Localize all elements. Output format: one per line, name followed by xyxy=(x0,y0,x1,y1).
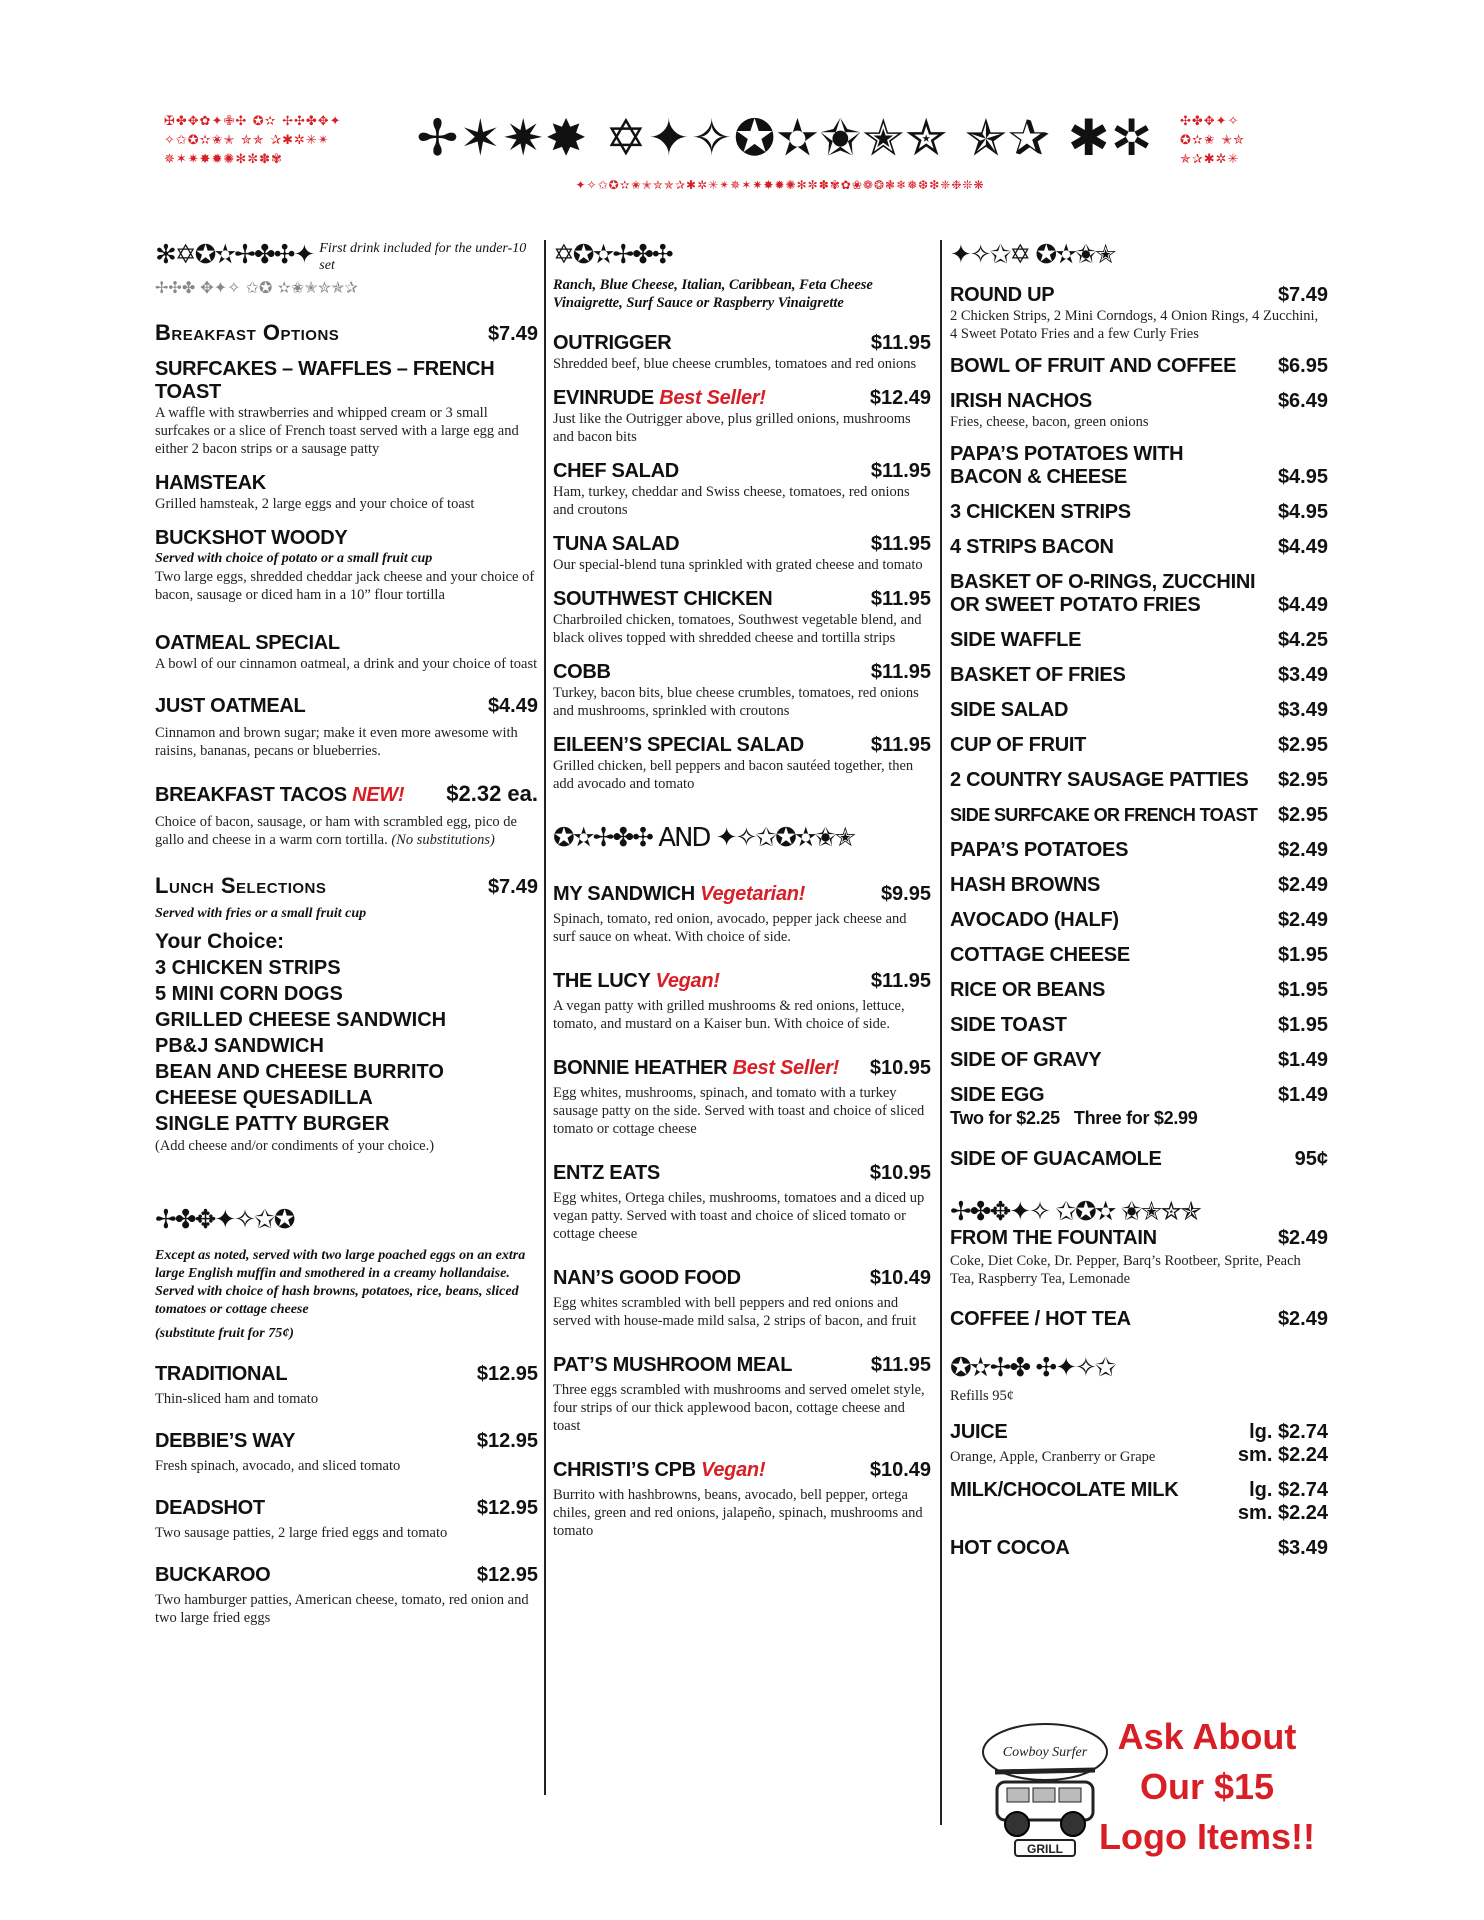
menu-item xyxy=(155,632,538,673)
price: $12.95 xyxy=(476,1564,538,1586)
item-name: BONNIE HEATHER Best Seller! xyxy=(553,1057,840,1079)
price: $2.49 xyxy=(1277,1227,1328,1249)
price-small: sm. $2.24 xyxy=(1237,1444,1328,1466)
price: $11.95 xyxy=(870,460,931,482)
item-name: BREAKFAST TACOS NEW! xyxy=(155,784,405,806)
price: $2.95 xyxy=(1277,769,1328,791)
benedict-note: Except as noted, served with two large poached eggs on an extra large English muffin and smothered in a creamy hollandaise. Served with choice of hash browns, potatoes, rice, beans, sliced tomatoes or cottage cheese xyxy=(155,1248,526,1317)
price: $7.49 xyxy=(1277,284,1328,306)
item-name: CUP OF FRUIT xyxy=(950,734,1087,756)
lunch-note: Served with fries or a small fruit cup xyxy=(155,906,367,921)
item-desc: A waffle with strawberries and whipped cream or 3 small surfcakes or a slice of French toast served with a large egg and either 2 bacon strips or a sausage patty xyxy=(155,405,519,457)
item-name: SIDE EGG xyxy=(950,1084,1045,1106)
price: $1.49 xyxy=(1277,1084,1328,1106)
price: $4.95 xyxy=(1277,466,1328,488)
price: $4.49 xyxy=(1277,536,1328,558)
price: $10.95 xyxy=(869,1162,931,1184)
vegetarian-badge: Vegetarian! xyxy=(700,883,806,905)
menu-item xyxy=(553,332,931,373)
price: $11.95 xyxy=(870,1354,931,1376)
menu-item xyxy=(553,661,931,720)
price: $2.95 xyxy=(1277,734,1328,756)
dressings-note: Ranch, Blue Cheese, Italian, Caribbean, Feta Cheese Vinaigrette, Surf Sauce or Raspberry Vinaigrette xyxy=(553,277,873,311)
price-small: sm. $2.24 xyxy=(1237,1502,1328,1524)
price: $12.95 xyxy=(476,1430,538,1452)
price: $7.49 xyxy=(487,876,538,898)
item-desc: Fries, cheese, bacon, green onions xyxy=(950,414,1149,430)
column-sides xyxy=(950,240,1328,1572)
item-name: SIDE WAFFLE xyxy=(950,629,1082,651)
svg-text:GRILL: GRILL xyxy=(1027,1842,1063,1856)
item-name: SIDE OF GUACAMOLE xyxy=(950,1148,1162,1170)
menu-item xyxy=(950,355,1328,378)
price: $9.95 xyxy=(880,883,931,905)
item-name: SURFCAKES – WAFFLES – FRENCH TOAST xyxy=(155,358,495,403)
price: $1.95 xyxy=(1277,1014,1328,1036)
item-name: SIDE SALAD xyxy=(950,699,1069,721)
item-name: MY SANDWICH Vegetarian! xyxy=(553,883,806,905)
juice-heading-decor: ✪✫✢✤ ✣✦✧✩ xyxy=(950,1353,1115,1383)
price: $10.49 xyxy=(869,1267,931,1289)
column-divider xyxy=(940,240,942,1825)
item-name: ROUND UP xyxy=(950,284,1055,306)
menu-item xyxy=(553,1057,931,1138)
menu-item xyxy=(553,734,931,793)
list-item: GRILLED CHEESE SANDWICH xyxy=(155,1009,447,1031)
item-desc: Grilled hamsteak, 2 large eggs and your choice of toast xyxy=(155,496,475,512)
item-name: BOWL OF FRUIT AND COFFEE xyxy=(950,355,1237,377)
lunch-choices xyxy=(155,955,538,1137)
price: $12.49 xyxy=(869,387,931,409)
price: $1.49 xyxy=(1277,1049,1328,1071)
menu-item xyxy=(553,883,931,946)
menu-item xyxy=(950,390,1328,431)
item-desc: Spinach, tomato, red onion, avocado, pepper jack cheese and surf sauce on wheat. With choice of side. xyxy=(553,911,907,945)
item-name: 4 STRIPS BACON xyxy=(950,536,1114,558)
column-salads xyxy=(553,240,931,1554)
price: $11.95 xyxy=(870,332,931,354)
item-name: MILK/CHOCOLATE MILK xyxy=(950,1479,1179,1501)
menu-item xyxy=(950,284,1328,343)
item-desc: Two sausage patties, 2 large fried eggs and tomato xyxy=(155,1525,448,1541)
menu-item xyxy=(553,1354,931,1435)
item-name: HAMSTEAK xyxy=(155,472,266,494)
menu-item xyxy=(950,839,1328,862)
kids-heading-note: First drink included for the under-10 set xyxy=(319,241,527,273)
menu-item xyxy=(553,533,931,574)
item-name: NAN’S GOOD FOOD xyxy=(553,1267,741,1289)
menu-item xyxy=(950,874,1328,897)
benedict-heading-decor: ✢✤✥✦✧✩✪ xyxy=(155,1205,294,1235)
menu-item xyxy=(553,1162,931,1243)
sides-heading-decor: ✦✧✩✡ ✪✫✬✭ xyxy=(950,240,1115,270)
item-name: OATMEAL SPECIAL xyxy=(155,632,340,654)
kids-subheading-decor: ✢✣✤ ✥✦✧ ✩✪ ✫✬✭✮✯✰ xyxy=(155,278,358,297)
menu-item xyxy=(950,979,1328,1002)
item-name: JUICE xyxy=(950,1421,1008,1443)
menu-item xyxy=(553,1459,931,1540)
item-desc: Cinnamon and brown sugar; make it even more awesome with raisins, bananas, pecans or blueberries. xyxy=(155,725,518,759)
price: $10.95 xyxy=(869,1057,931,1079)
menu-item xyxy=(950,1014,1328,1037)
item-name: COFFEE / HOT TEA xyxy=(950,1308,1131,1330)
price: $12.95 xyxy=(476,1497,538,1519)
header-title-decor: ✢✶✷✸ ✡✦✧✪✫✬✭✮ ✯✰ ✱✲ xyxy=(416,109,1154,167)
item-name: SOUTHWEST CHICKEN xyxy=(553,588,773,610)
new-badge: NEW! xyxy=(352,784,405,806)
header-right-decor: ✣✤✥✦✧ ✪✫✬ ✭✮ ✯✰✱✲✳ xyxy=(1180,114,1245,167)
section-title: Breakfast Options xyxy=(155,320,340,345)
item-name: PAPA’S POTATOES xyxy=(950,839,1129,861)
price: $6.95 xyxy=(1277,355,1328,377)
price: $2.49 xyxy=(1277,874,1328,896)
section-title: Lunch Selections xyxy=(155,873,327,898)
item-name: SIDE TOAST xyxy=(950,1014,1067,1036)
item-name: SIDE SURFCAKE OR FRENCH TOAST xyxy=(950,805,1258,825)
item-name: EILEEN’S SPECIAL SALAD xyxy=(553,734,804,756)
menu-item xyxy=(950,571,1328,617)
kids-heading-decor: ✻✡✪✫✢✤✣✦ xyxy=(155,240,314,270)
item-desc: Just like the Outrigger above, plus grilled onions, mushrooms and bacon bits xyxy=(553,411,911,445)
menu-item xyxy=(950,1308,1328,1331)
logo-items-promo: Ask About Our $15 Logo Items!! xyxy=(1099,1716,1315,1857)
menu-item xyxy=(950,1227,1328,1288)
item-name: CHRISTI’S CPB Vegan! xyxy=(553,1459,766,1481)
menu-item xyxy=(155,358,538,458)
item-name: HOT COCOA xyxy=(950,1537,1070,1559)
item-name: CHEF SALAD xyxy=(553,460,679,482)
price: $12.95 xyxy=(476,1363,538,1385)
item-name: BUCKSHOT WOODY xyxy=(155,527,348,549)
menu-item xyxy=(950,699,1328,722)
price: $11.95 xyxy=(870,970,931,992)
price: $2.32 ea. xyxy=(446,781,538,806)
lunch-choice-heading: Your Choice: xyxy=(155,930,285,953)
price: $7.49 xyxy=(487,323,538,345)
item-name: IRISH NACHOS xyxy=(950,390,1092,412)
menu-item xyxy=(950,909,1328,932)
price: $4.49 xyxy=(1277,594,1328,616)
lunch-selections-heading xyxy=(155,873,538,899)
list-item: 5 MINI CORN DOGS xyxy=(155,983,343,1005)
menu-item xyxy=(155,1363,538,1408)
best-seller-badge: Best Seller! xyxy=(659,387,766,409)
price: $3.49 xyxy=(1277,664,1328,686)
item-desc: Two large eggs, shredded cheddar jack cheese and your choice of bacon, sausage or diced ham in a 10” flour tortilla xyxy=(155,569,535,603)
price: $4.49 xyxy=(487,695,538,717)
benedict-sub-note: (substitute fruit for 75¢) xyxy=(155,1326,294,1341)
price: $2.95 xyxy=(1277,804,1328,826)
menu-item xyxy=(950,1421,1328,1467)
item-name: ENTZ EATS xyxy=(553,1162,660,1184)
item-name: AVOCADO (HALF) xyxy=(950,909,1119,931)
menu-item xyxy=(950,769,1328,792)
item-name: DEADSHOT xyxy=(155,1497,265,1519)
item-desc: Ham, turkey, cheddar and Swiss cheese, tomatoes, red onions and croutons xyxy=(553,484,910,518)
menu-item xyxy=(155,695,538,760)
menu-item xyxy=(553,460,931,519)
item-name: TRADITIONAL xyxy=(155,1363,288,1385)
item-name: 3 CHICKEN STRIPS xyxy=(950,501,1131,523)
item-desc: Orange, Apple, Cranberry or Grape xyxy=(950,1449,1156,1465)
item-name: HASH BROWNS xyxy=(950,874,1101,896)
price-large: lg. $2.74 xyxy=(1249,1479,1328,1501)
price: $11.95 xyxy=(870,734,931,756)
refills-note: Refills 95¢ xyxy=(950,1388,1015,1404)
breakfast-options-heading xyxy=(155,320,538,346)
item-name: DEBBIE’S WAY xyxy=(155,1430,296,1452)
menu-item xyxy=(950,804,1328,827)
item-desc: A vegan patty with grilled mushrooms & red onions, lettuce, tomato, and mustard on a Kaiser bun. With choice of side. xyxy=(553,998,905,1032)
best-seller-badge: Best Seller! xyxy=(732,1057,840,1079)
header-left-decor: ✠✤✥✿✦✙✣ ✪✫ ✢✣✤✥✦ ✧✩✪✫✬✭ ✮✯ ✰✱✲✳✴ ✵✶✷✸✹✺✻✼✽✾ xyxy=(164,114,342,167)
item-name: EVINRUDE Best Seller! xyxy=(553,387,766,409)
menu-item xyxy=(950,1084,1328,1130)
menu-item xyxy=(950,1537,1328,1560)
item-name: SIDE OF GRAVY xyxy=(950,1049,1102,1071)
item-desc: Our special-blend tuna sprinkled with grated cheese and tomato xyxy=(553,557,923,573)
vegan-badge: Vegan! xyxy=(655,970,720,992)
healthy-heading-decor: ✪✫✢✤✣ AND ✦✧✩✪✫✬✭ xyxy=(553,823,855,853)
item-desc: Thin-sliced ham and tomato xyxy=(155,1391,319,1407)
item-desc: Two hamburger patties, American cheese, tomato, red onion and two large fried eggs xyxy=(155,1592,529,1626)
list-item: SINGLE PATTY BURGER xyxy=(155,1113,390,1135)
price: $2.49 xyxy=(1277,1308,1328,1330)
column-divider xyxy=(544,240,546,1795)
item-sub-price: Two for $2.25 Three for $2.99 xyxy=(950,1108,1198,1128)
item-name: RICE OR BEANS xyxy=(950,979,1106,1001)
menu-item xyxy=(950,1479,1328,1525)
svg-text:Cowboy Surfer: Cowboy Surfer xyxy=(1002,1745,1088,1760)
item-desc: Egg whites scrambled with bell peppers and red onions and served with house-made mild salsa, 2 strips of bacon, and fruit xyxy=(553,1295,917,1329)
menu-item xyxy=(155,1497,538,1542)
menu-header xyxy=(150,108,1350,198)
price: $10.49 xyxy=(869,1459,931,1481)
menu-item xyxy=(553,588,931,647)
price: 95¢ xyxy=(1294,1148,1328,1170)
item-name: BUCKAROO xyxy=(155,1564,271,1586)
item-desc: Choice of bacon, sausage, or ham with scrambled egg, pico de gallo and cheese in a warm corn tortilla. (No substitutions) xyxy=(155,814,517,848)
price-large: lg. $2.74 xyxy=(1249,1421,1328,1443)
menu-item xyxy=(950,443,1328,489)
price: $2.49 xyxy=(1277,909,1328,931)
menu-item xyxy=(950,1148,1328,1171)
price: $11.95 xyxy=(870,588,931,610)
price: $3.49 xyxy=(1277,1537,1328,1559)
menu-item xyxy=(950,734,1328,757)
item-name: FROM THE FOUNTAIN xyxy=(950,1227,1157,1249)
item-desc: Grilled chicken, bell peppers and bacon sautéed together, then add avocado and tomato xyxy=(553,758,914,792)
price: $2.49 xyxy=(1277,839,1328,861)
item-name: PAT’S MUSHROOM MEAL xyxy=(553,1354,793,1376)
item-name: JUST OATMEAL xyxy=(155,695,306,717)
item-desc: Turkey, bacon bits, blue cheese crumbles, tomatoes, red onions and mushrooms, sprinkled with croutons xyxy=(553,685,919,719)
item-desc: Three eggs scrambled with mushrooms and served omelet style, four strips of our thick applewood bacon, cottage cheese and toast xyxy=(553,1382,925,1434)
item-desc: Coke, Diet Coke, Dr. Pepper, Barq’s Rootbeer, Sprite, Peach Tea, Raspberry Tea, Lemonade xyxy=(950,1253,1301,1287)
menu-item xyxy=(553,970,931,1033)
drinks-heading-decor: ✢✤✥✦✧ ✩✪✫ ✬✭✮✯ xyxy=(950,1197,1200,1227)
item-desc: 2 Chicken Strips, 2 Mini Corndogs, 4 Onion Rings, 4 Zucchini, 4 Sweet Potato Fries and a few Curly Fries xyxy=(950,308,1319,342)
list-item: BEAN AND CHEESE BURRITO xyxy=(155,1061,444,1083)
menu-item xyxy=(553,1267,931,1330)
item-desc: Charbroiled chicken, tomatoes, Southwest vegetable blend, and black olives topped with shredded cheese and tortilla strips xyxy=(553,612,922,646)
item-desc: Shredded beef, blue cheese crumbles, tomatoes and red onions xyxy=(553,356,917,372)
item-name: PAPA’S POTATOES WITH BACON & CHEESE xyxy=(950,443,1184,488)
item-desc: Burrito with hashbrowns, beans, avocado, bell pepper, ortega chiles, green and red onions, jalapeño, spinach, mushrooms and tomato xyxy=(553,1487,923,1539)
item-desc: Egg whites, Ortega chiles, mushrooms, tomatoes and a diced up vegan patty. Served with toast and choice of sliced tomato or cottage cheese xyxy=(553,1190,925,1242)
menu-item xyxy=(950,1049,1328,1072)
menu-item xyxy=(155,527,538,604)
lunch-footnote: (Add cheese and/or condiments of your choice.) xyxy=(155,1138,435,1154)
item-name: COBB xyxy=(553,661,611,683)
price: $4.25 xyxy=(1277,629,1328,651)
price: $1.95 xyxy=(1277,944,1328,966)
item-name: 2 COUNTRY SAUSAGE PATTIES xyxy=(950,769,1249,791)
price: $11.95 xyxy=(870,661,931,683)
menu-item xyxy=(553,387,931,446)
menu-item xyxy=(950,536,1328,559)
item-name: BASKET OF FRIES xyxy=(950,664,1126,686)
price: $1.95 xyxy=(1277,979,1328,1001)
list-item: CHEESE QUESADILLA xyxy=(155,1087,373,1109)
item-name: COTTAGE CHEESE xyxy=(950,944,1130,966)
price: $4.95 xyxy=(1277,501,1328,523)
item-name: TUNA SALAD xyxy=(553,533,680,555)
item-name: BASKET OF O-RINGS, ZUCCHINI OR SWEET POTATO FRIES xyxy=(950,571,1256,616)
price: $6.49 xyxy=(1277,390,1328,412)
item-name: OUTRIGGER xyxy=(553,332,672,354)
kids-heading xyxy=(155,240,538,274)
list-item: 3 CHICKEN STRIPS xyxy=(155,957,341,979)
salads-heading-decor: ✡✪✫✢✤✣ xyxy=(553,240,672,270)
menu-item xyxy=(155,472,538,513)
menu-item xyxy=(155,782,538,849)
price: $11.95 xyxy=(870,533,931,555)
vegan-badge: Vegan! xyxy=(701,1459,766,1481)
item-desc: Egg whites, mushrooms, spinach, and tomato with a turkey sausage patty on the side. Served with toast and choice of sliced tomato or cottage cheese xyxy=(553,1085,925,1137)
item-note: Served with choice of potato or a small fruit cup xyxy=(155,551,433,566)
menu-item xyxy=(155,1430,538,1475)
column-kids-menu xyxy=(155,240,538,1641)
menu-item xyxy=(950,944,1328,967)
item-desc: A bowl of our cinnamon oatmeal, a drink and your choice of toast xyxy=(155,656,538,672)
menu-item xyxy=(950,629,1328,652)
menu-item xyxy=(950,664,1328,687)
list-item: PB&J SANDWICH xyxy=(155,1035,324,1057)
item-name: THE LUCY Vegan! xyxy=(553,970,720,992)
menu-item xyxy=(155,1564,538,1627)
menu-item xyxy=(950,501,1328,524)
item-desc: Fresh spinach, avocado, and sliced tomato xyxy=(155,1458,401,1474)
price: $3.49 xyxy=(1277,699,1328,721)
header-subtitle-decor: ✦✧✩✪✫✬✭✮✯✰✱✲✳✴✵✶✷✸✹✺✻✼✽✾✿❀❁❂❃❄❅❆❇❈❉❊❋ xyxy=(575,178,985,192)
